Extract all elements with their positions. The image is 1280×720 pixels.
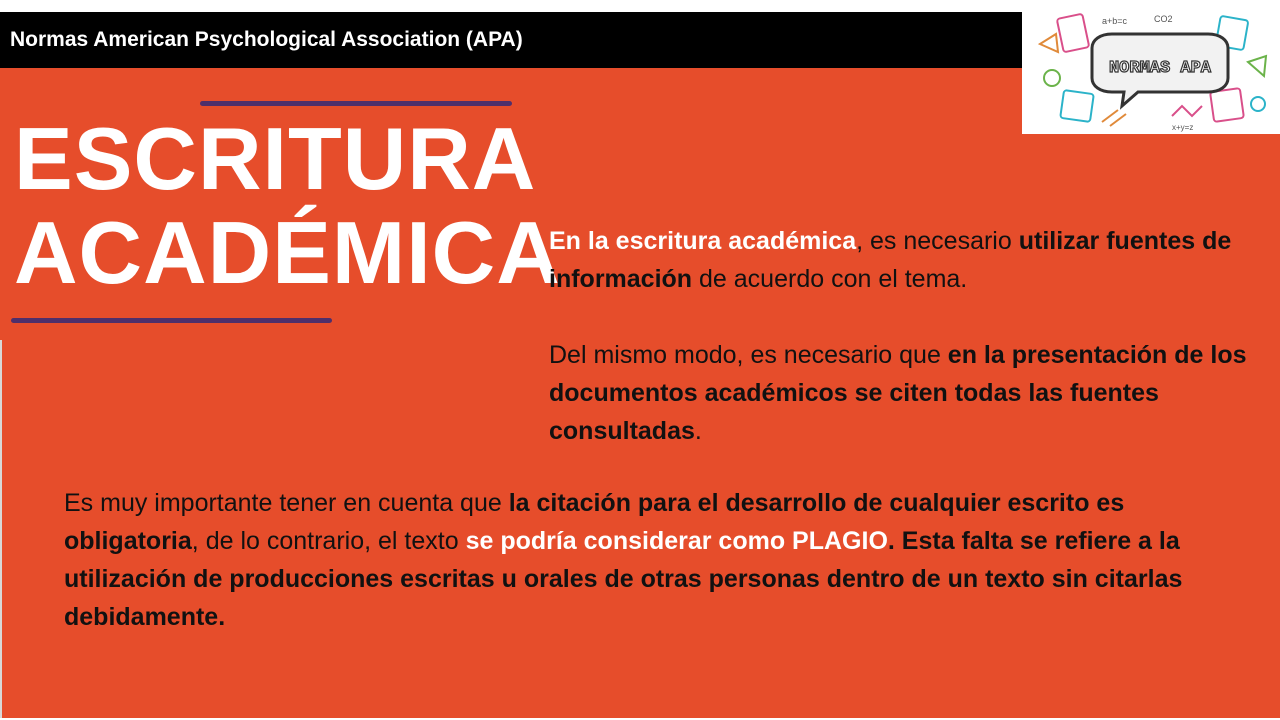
presentation-text: Del mismo modo, es necesario que xyxy=(549,341,948,369)
panel-edge xyxy=(0,340,2,718)
plagiarism-paragraph xyxy=(64,484,1224,636)
logo-decor-co2: CO2 xyxy=(1154,14,1173,24)
logo-decor-formula: a+b=c xyxy=(1102,16,1128,26)
intro-text-end: de acuerdo con el tema. xyxy=(692,265,968,293)
logo-text: NORMAS APA xyxy=(1108,59,1212,78)
presentation-paragraph xyxy=(549,336,1274,450)
title-rule-top xyxy=(200,101,512,106)
presentation-emphasis: en la presentación de los documentos académicos se citen todas las fuentes consultadas xyxy=(549,341,1247,445)
warning-text-2: , de lo contrario, el texto xyxy=(191,527,466,555)
hero-title-line-2: ACADÉMICA xyxy=(14,203,561,302)
logo-illustration xyxy=(1022,4,1280,134)
warning-emphasis: la citación para el desarrollo de cualquier escrito es obligatoria xyxy=(64,489,1125,555)
hero-title-line-1: ESCRITURA xyxy=(14,109,537,208)
warning-definition: Esta falta se refiere a la utilización de producciones escritas u orales de otras personas dentro de un texto sin citarlas debidamente. xyxy=(64,527,1183,631)
warning-text: Es muy importante tener en cuenta que xyxy=(64,489,509,517)
intro-paragraph xyxy=(549,222,1259,298)
header-bar xyxy=(0,12,1022,68)
hero-title xyxy=(14,109,561,302)
presentation-end: . xyxy=(694,417,702,445)
normas-apa-logo xyxy=(1022,4,1280,134)
intro-term: En la escritura académica xyxy=(549,227,857,255)
intro-text: , es necesario xyxy=(856,227,1019,255)
warning-period: . xyxy=(887,527,902,555)
logo-decor-equation: x+y=z xyxy=(1172,123,1194,132)
plagio-highlight: se podría considerar como PLAGIO xyxy=(465,527,888,555)
title-rule-bottom xyxy=(11,318,332,323)
header-title: Normas American Psychological Association (APA) xyxy=(10,28,523,51)
intro-emphasis: utilizar fuentes de información xyxy=(549,227,1232,293)
